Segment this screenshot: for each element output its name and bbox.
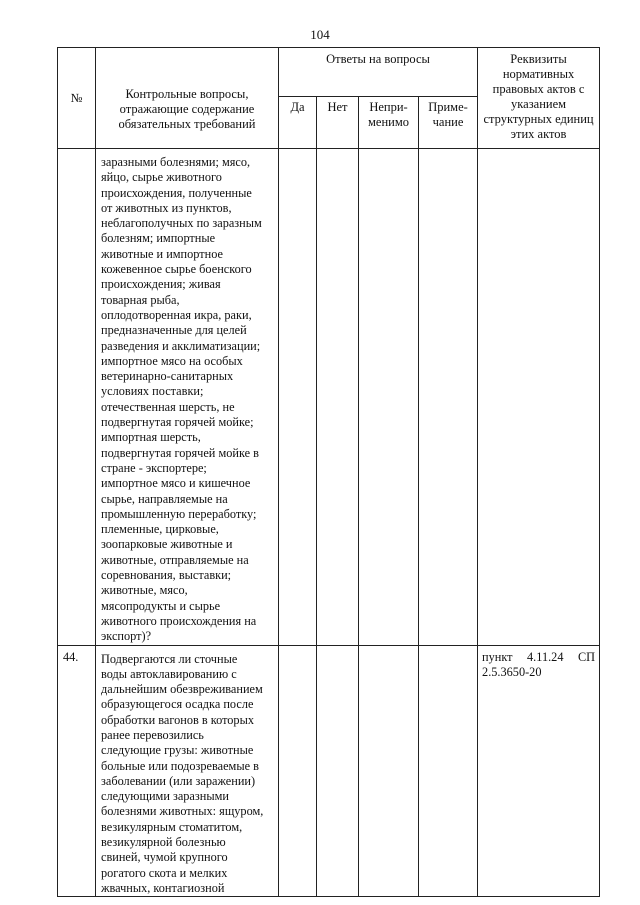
question-line: подвергнутая горячей мойке в [101,445,259,460]
question-line: импортное мясо на особых [101,353,243,368]
page-number: 104 [310,27,330,42]
header-no: Нет [317,97,359,149]
question-line: стране - экспортере; [101,460,207,475]
question-line: животные, отправляемые на [101,552,249,567]
question-line: свиней, чумой крупного [101,850,228,865]
requisites-cell [478,645,600,897]
header-answers: Ответы на вопросы [279,48,478,97]
requisite-line-1 [482,650,595,665]
question-line: промышленную переработку; [101,506,257,521]
question-line: сырье, направляемые на [101,491,228,506]
question-cell [96,149,279,646]
header-num: № [58,48,96,149]
answer-note-cell[interactable] [419,645,478,897]
header-questions: Контрольные вопросы, отражающие содержание обязательных требований [96,48,279,149]
question-line: происхождения, полученные [101,185,252,200]
question-line: Подвергаются ли сточные [101,651,238,666]
header-yes: Да [279,97,317,149]
header-note [419,97,478,149]
question-line: товарная рыба, [101,292,180,307]
question-line: дальнейшим обезвреживанием [101,682,263,697]
question-line: болезням; импортные [101,231,216,246]
question-line: отечественная шерсть, не [101,399,235,414]
question-line: заразными болезнями; мясо, [101,155,251,169]
question-line: жвачных, контагиозной [101,880,225,895]
row-number [58,149,96,646]
header-row [58,48,600,97]
question-line: ветеринарно-санитарных [101,369,234,384]
requisite-part: СП [577,649,596,664]
header-requisites: Реквизиты нормативных правовых актов с указанием структурных единиц этих актов [478,48,600,149]
question-line: обработки вагонов в которых [101,712,254,727]
checklist-table [57,47,600,897]
question-line: племенные, цирковые, [101,522,219,537]
header-not-applicable-line2: менимо [368,115,409,129]
question-line: везикулярной болезнью [101,835,226,850]
answer-not-applicable-cell[interactable] [359,645,419,897]
question-line: воды автоклавированию с [101,666,237,681]
question-line: ранее перевозились [101,727,204,742]
question-line: мясопродукты и сырье [101,598,221,613]
requisite-part: 4.11.24 [527,649,564,664]
question-line: от животных из пунктов, [101,200,232,215]
answer-no-cell[interactable] [317,149,359,646]
question-line: условиях поставки; [101,384,204,399]
answer-note-cell[interactable] [419,149,478,646]
answer-yes-cell[interactable] [279,149,317,646]
question-text [101,155,274,645]
question-line: животные, мясо, [101,583,188,598]
answer-yes-cell[interactable] [279,645,317,897]
question-line: происхождения; живая [101,277,221,292]
question-line: яйцо, сырье животного [101,170,222,185]
question-line: импортное мясо и кишечное [101,476,251,491]
question-line: оплодотворенная икра, раки, [101,307,252,322]
question-cell [96,645,279,897]
header-not-applicable-line1: Непри- [369,100,408,114]
requisite-line-2: 2.5.3650-20 [482,664,542,679]
question-line: животного происхождения на [101,613,257,628]
question-line: везикулярным стоматитом, [101,819,243,834]
table-row [58,149,600,646]
requisite-part: пункт [482,649,513,664]
question-line: образующегося осадка после [101,697,254,712]
question-line: импортная шерсть, [101,430,201,445]
question-line: разведения и акклиматизации; [101,338,261,353]
answer-not-applicable-cell[interactable] [359,149,419,646]
row-number: 44. [58,645,96,897]
requisites-cell [478,149,600,646]
question-line: подвергнутая горячей мойке; [101,415,254,430]
question-line: заболевании (или заражении) [101,773,256,788]
question-line: больные или подозреваемые в [101,758,259,773]
question-line: экспорт)? [101,629,152,644]
question-line: следующими заразными [101,789,229,804]
question-line: соревнования, выставки; [101,568,232,583]
question-line: зоопарковые животные и [101,537,233,552]
question-line: болезнями животных: ящуром, [101,804,264,819]
question-text [101,652,274,897]
question-line: животные и импортное [101,246,223,261]
question-line: предназначенные для целей [101,323,247,338]
header-not-applicable [359,97,419,149]
question-line: следующие грузы: животные [101,743,254,758]
table-row [58,645,600,897]
question-line: неблагополучных по заразным [101,216,262,231]
header-note-line1: Приме- [428,100,468,114]
question-line: кожевенное сырье боенского [101,262,252,277]
question-line: рогатого скота и мелких [101,865,228,880]
header-note-line2: чание [432,115,464,129]
answer-no-cell[interactable] [317,645,359,897]
